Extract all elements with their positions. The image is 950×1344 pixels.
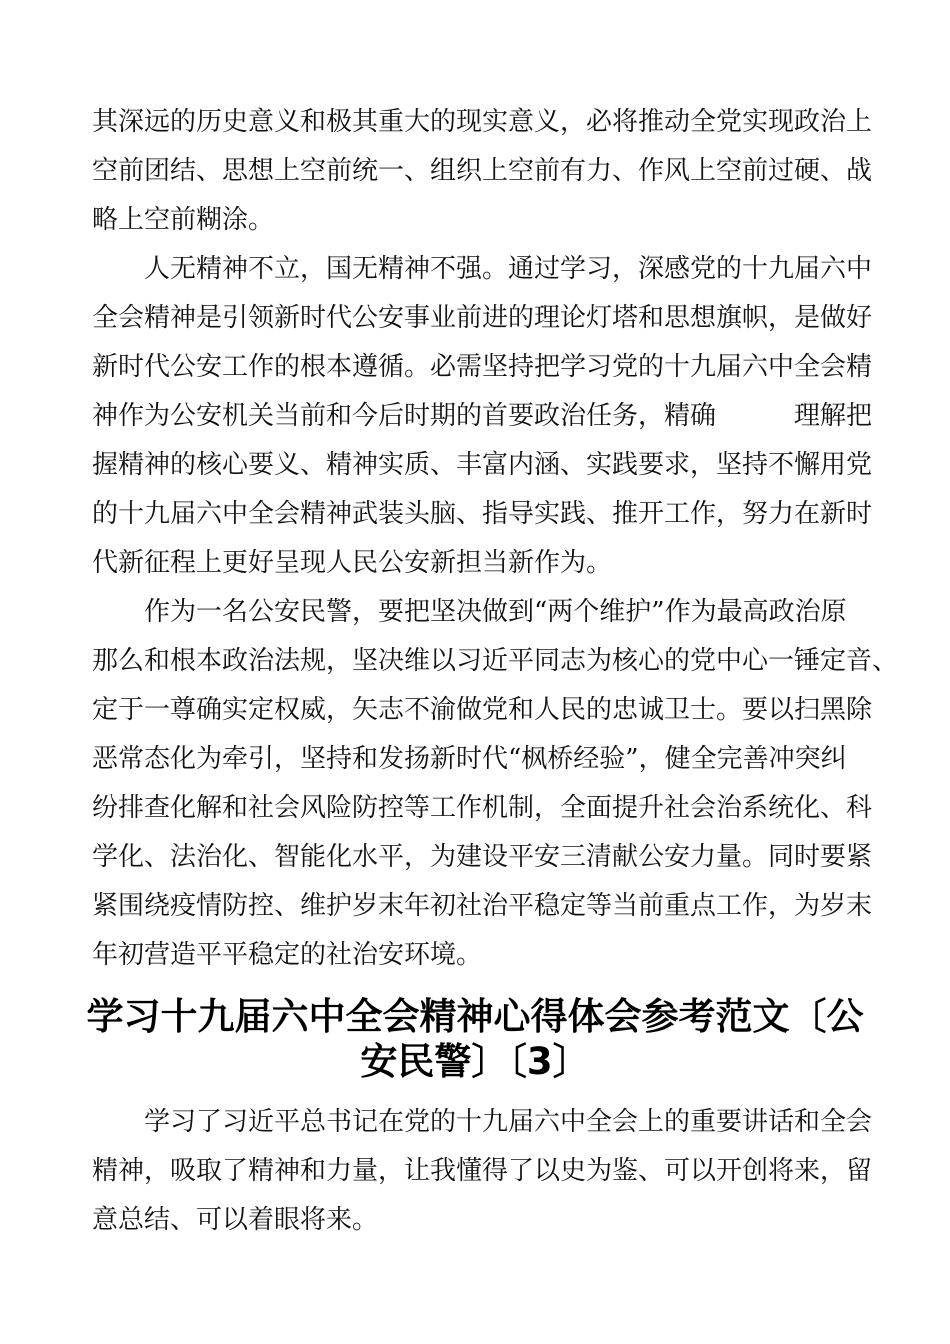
section-heading-line-2: 安民警〕〔3〕 (360, 1040, 590, 1083)
paragraph-2-line-5: 握精神的核心要义、精神实质、丰富内涵、实践要求，坚持不懈用党 (92, 450, 873, 480)
paragraph-3-line-4: 恶常态化为牵引，坚持和发扬新时代“枫桥经验”，健全完善冲突纠 (92, 744, 847, 774)
paragraph-3-line-5: 纷排查化解和社会风险防控等工作机制，全面提升社会治系统化、科 (92, 793, 873, 823)
paragraph-3-line-2: 那么和根本政治法规，坚决维以习近平同志为核心的党中心一锤定音、 (92, 646, 899, 676)
paragraph-3-line-3: 定于一尊确实定权威，矢志不渝做党和人民的忠诚卫士。要以扫黑除 (92, 695, 873, 725)
section-heading-line-1: 学习十九届六中全会精神心得体会参考范文〔公 (86, 995, 864, 1038)
paragraph-3-line-7: 紧围绕疫情防控、维护岁末年初社治平稳定等当前重点工作，为岁末 (92, 891, 873, 921)
paragraph-3-line-8: 年初营造平平稳定的社治安环境。 (92, 940, 483, 970)
paragraph-2-line-7: 代新征程上更好呈现人民公安新担当新作为。 (92, 548, 613, 578)
paragraph-1-line-3: 略上空前糊涂。 (92, 205, 275, 235)
paragraph-4-line-3: 意总结、可以着眼将来。 (92, 1205, 379, 1235)
paragraph-4-line-2: 精神，吸取了精神和力量，让我懂得了以史为鉴、可以开创将来，留 (92, 1156, 873, 1186)
paragraph-2-line-3: 新时代公安工作的根本遵循。必需坚持把学习党的十九届六中全会精 (92, 352, 873, 382)
paragraph-2-line-4: 神作为公安机关当前和今后时期的首要政治任务，精确 理解把 (92, 401, 873, 431)
paragraph-2-line-6: 的十九届六中全会精神武装头脑、指导实践、推开工作，努力在新时 (92, 499, 873, 529)
paragraph-4-line-1: 学习了习近平总书记在党的十九届六中全会上的重要讲话和全会 (144, 1107, 873, 1137)
paragraph-2-line-1: 人无精神不立，国无精神不强。通过学习，深感党的十九届六中 (144, 254, 873, 284)
paragraph-1-line-1: 其深远的历史意义和极其重大的现实意义，必将推动全党实现政治上 (92, 107, 873, 137)
paragraph-1-line-2: 空前团结、思想上空前统一、组织上空前有力、作风上空前过硬、战 (92, 156, 873, 186)
paragraph-3-line-6: 学化、法治化、智能化水平，为建设平安三清献公安力量。同时要紧 (92, 842, 873, 872)
paragraph-2-line-2: 全会精神是引领新时代公安事业前进的理论灯塔和思想旗帜，是做好 (92, 303, 873, 333)
paragraph-3-line-1: 作为一名公安民警，要把坚决做到“两个维护”作为最高政治原 (144, 597, 847, 627)
